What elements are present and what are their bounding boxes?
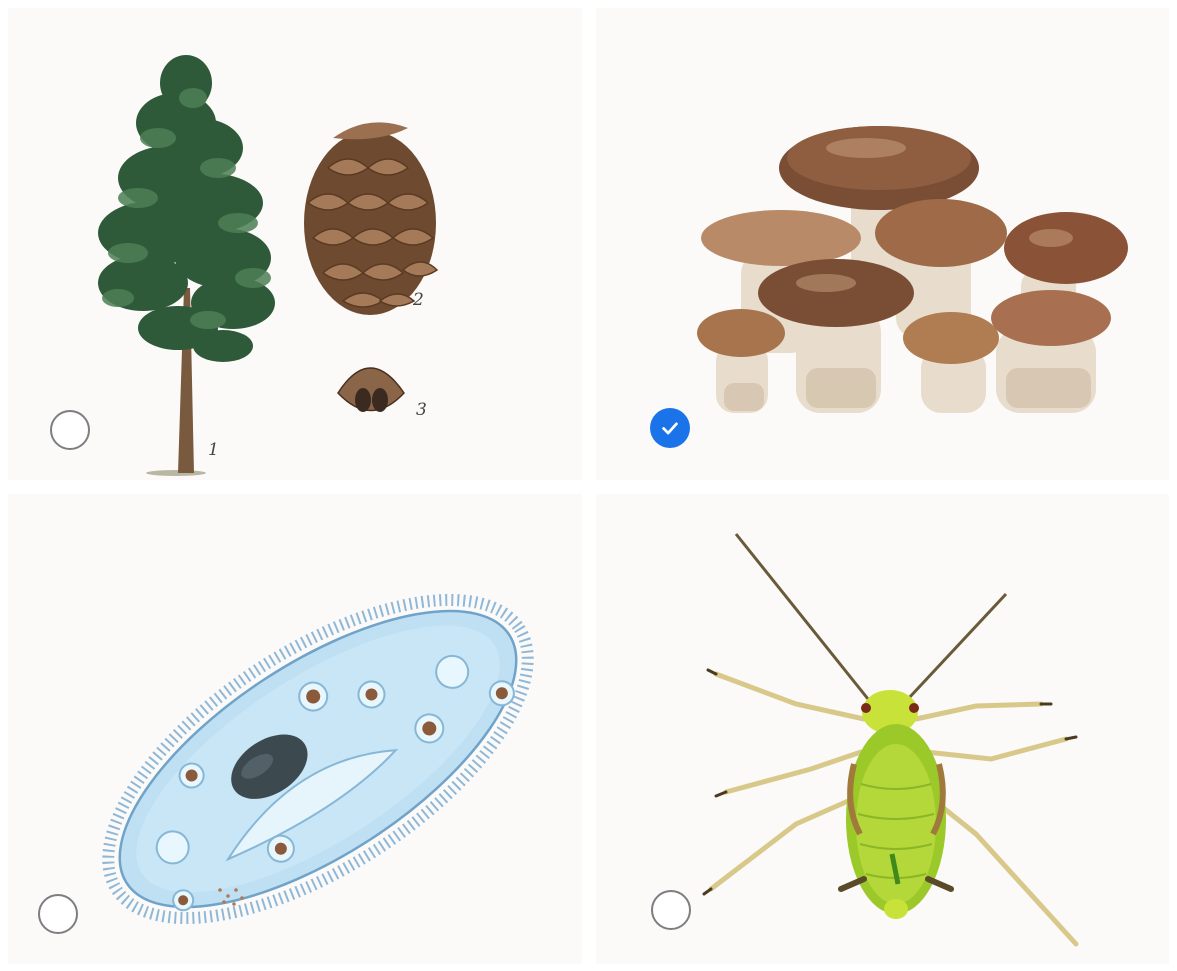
checkmark-icon: [659, 417, 681, 439]
figure-label-3: 3: [416, 400, 427, 420]
option-paramecium[interactable]: [8, 494, 582, 964]
radio-pine-tree[interactable]: [50, 410, 90, 450]
option-aphid[interactable]: [596, 494, 1169, 964]
figure-label-2: 2: [413, 290, 424, 310]
option-mushrooms[interactable]: [596, 8, 1169, 480]
porcini-mushrooms-photo: [596, 8, 1169, 480]
radio-mushrooms-selected[interactable]: [650, 408, 690, 448]
option-pine-tree[interactable]: [8, 8, 582, 480]
figure-label-1: 1: [208, 440, 219, 460]
radio-aphid[interactable]: [651, 890, 691, 930]
pine-tree-illustration: [8, 8, 582, 480]
paramecium-illustration: [8, 494, 582, 964]
radio-paramecium[interactable]: [38, 894, 78, 934]
